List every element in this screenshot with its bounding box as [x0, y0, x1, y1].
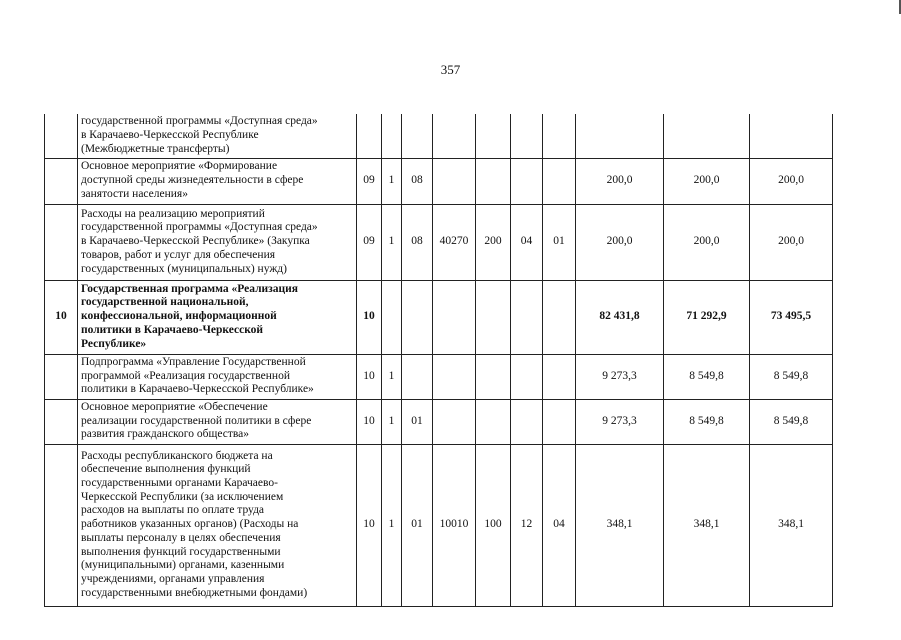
row-number-cell — [45, 444, 78, 606]
amount-year1-cell: 9 273,3 — [576, 354, 664, 399]
direction-code-cell — [433, 280, 476, 354]
direction-code-cell — [433, 399, 476, 444]
subsection-cell — [543, 280, 576, 354]
amount-year3-cell: 200,0 — [750, 204, 833, 280]
amount-year3-cell: 8 549,8 — [750, 354, 833, 399]
subprogram-code-cell: 1 — [382, 444, 402, 606]
description-line: занятости населения» — [81, 187, 188, 200]
description-line: программой «Реализация государственной — [81, 369, 290, 382]
description-line: Республике» — [81, 337, 147, 350]
event-code-cell: 08 — [402, 158, 433, 204]
expense-type-cell — [476, 158, 511, 204]
description-line: Черкесской Республики (за исключением — [81, 490, 284, 503]
description-line: выполнения функций государственными — [81, 545, 281, 558]
subsection-cell — [543, 114, 576, 158]
description-line: развития гражданского общества» — [81, 428, 249, 441]
amount-year1-cell: 200,0 — [576, 204, 664, 280]
description-line: конфессиональной, информационной — [81, 310, 277, 323]
section-cell — [511, 399, 543, 444]
amount-year2-cell: 200,0 — [664, 158, 750, 204]
section-cell: 04 — [511, 204, 543, 280]
subprogram-code-cell: 1 — [382, 158, 402, 204]
table-row — [45, 158, 833, 204]
table-body — [45, 114, 833, 606]
subsection-cell — [543, 158, 576, 204]
event-code-cell — [402, 280, 433, 354]
description-line: государственными органами Карачаево- — [81, 477, 278, 490]
amount-year2-cell: 71 292,9 — [664, 280, 750, 354]
event-code-cell — [402, 354, 433, 399]
section-cell: 12 — [511, 444, 543, 606]
row-number-cell — [45, 158, 78, 204]
program-code-cell: 10 — [357, 354, 382, 399]
description-line: выплаты персоналу в целях обеспечения — [81, 531, 281, 544]
budget-table — [44, 114, 833, 607]
row-number-cell — [45, 204, 78, 280]
amount-year3-cell: 8 549,8 — [750, 399, 833, 444]
subprogram-code-cell: 1 — [382, 204, 402, 280]
description-line: Государственная программа «Реализация — [81, 282, 299, 295]
table-row — [45, 204, 833, 280]
subprogram-code-cell — [382, 280, 402, 354]
amount-year2-cell: 200,0 — [664, 204, 750, 280]
section-cell — [511, 158, 543, 204]
subprogram-code-cell — [382, 114, 402, 158]
program-code-cell: 09 — [357, 204, 382, 280]
section-cell — [511, 114, 543, 158]
description-cell — [78, 399, 357, 444]
description-cell — [78, 204, 357, 280]
description-cell — [78, 114, 357, 158]
table-row — [45, 354, 833, 399]
expense-type-cell — [476, 114, 511, 158]
description-line: государственных (муниципальных) нужд) — [81, 262, 287, 275]
subsection-cell — [543, 354, 576, 399]
description-line: политики в Карачаево-Черкесской — [81, 323, 264, 336]
description-line: государственной программы «Доступная среда» — [81, 115, 318, 128]
description-line: расходов на выплаты по оплате труда — [81, 504, 265, 517]
amount-year2-cell — [664, 114, 750, 158]
subprogram-code-cell: 1 — [382, 399, 402, 444]
description-line: Расходы республиканского бюджета на — [81, 449, 273, 462]
description-line: государственной программы «Доступная среда» — [81, 221, 318, 234]
expense-type-cell: 200 — [476, 204, 511, 280]
row-number-cell — [45, 114, 78, 158]
direction-code-cell — [433, 114, 476, 158]
section-cell — [511, 354, 543, 399]
description-line: доступной среды жизнедеятельности в сфере — [81, 174, 304, 187]
description-line: реализации государственной политики в сфере — [81, 414, 312, 427]
event-code-cell: 08 — [402, 204, 433, 280]
description-line: (муниципальными) органами, казенными — [81, 559, 285, 572]
table-row — [45, 280, 833, 354]
description-line: товаров, работ и услуг для обеспечения — [81, 248, 276, 261]
description-line: в Карачаево-Черкесской Республике — [81, 128, 259, 141]
event-code-cell: 01 — [402, 444, 433, 606]
page-number: 357 — [440, 62, 461, 77]
program-code-cell: 10 — [357, 444, 382, 606]
row-number-cell — [45, 354, 78, 399]
description-cell — [78, 354, 357, 399]
amount-year3-cell: 348,1 — [750, 444, 833, 606]
event-code-cell: 01 — [402, 399, 433, 444]
amount-year1-cell: 9 273,3 — [576, 399, 664, 444]
amount-year3-cell: 200,0 — [750, 158, 833, 204]
amount-year3-cell — [750, 114, 833, 158]
program-code-cell: 09 — [357, 158, 382, 204]
subsection-cell: 04 — [543, 444, 576, 606]
description-line: обеспечение выполнения функций — [81, 463, 251, 476]
description-line: Основное мероприятие «Формирование — [81, 160, 278, 173]
table-row — [45, 399, 833, 444]
description-line: политики в Карачаево-Черкесской Республике» — [81, 383, 314, 396]
table-row — [45, 114, 833, 158]
row-number-cell: 10 — [45, 280, 78, 354]
table-row — [45, 444, 833, 606]
description-cell — [78, 280, 357, 354]
program-code-cell — [357, 114, 382, 158]
amount-year3-cell: 73 495,5 — [750, 280, 833, 354]
description-cell — [78, 444, 357, 606]
program-code-cell: 10 — [357, 280, 382, 354]
event-code-cell — [402, 114, 433, 158]
expense-type-cell — [476, 399, 511, 444]
description-line: учреждениями, органами управления — [81, 572, 265, 585]
direction-code-cell: 10010 — [433, 444, 476, 606]
expense-type-cell — [476, 354, 511, 399]
section-cell — [511, 280, 543, 354]
direction-code-cell: 40270 — [433, 204, 476, 280]
subprogram-code-cell: 1 — [382, 354, 402, 399]
amount-year1-cell: 82 431,8 — [576, 280, 664, 354]
amount-year2-cell: 8 549,8 — [664, 354, 750, 399]
amount-year1-cell — [576, 114, 664, 158]
description-line: Подпрограмма «Управление Государственной — [81, 355, 306, 368]
expense-type-cell — [476, 280, 511, 354]
amount-year2-cell: 8 549,8 — [664, 399, 750, 444]
description-line: в Карачаево-Черкесской Республике» (Закупка — [81, 235, 310, 248]
amount-year2-cell: 348,1 — [664, 444, 750, 606]
description-cell — [78, 158, 357, 204]
amount-year1-cell: 200,0 — [576, 158, 664, 204]
expense-type-cell: 100 — [476, 444, 511, 606]
row-number-cell — [45, 399, 78, 444]
amount-year1-cell: 348,1 — [576, 444, 664, 606]
description-line: Расходы на реализацию мероприятий — [81, 207, 265, 220]
subsection-cell: 01 — [543, 204, 576, 280]
description-line: Основное мероприятие «Обеспечение — [81, 400, 268, 413]
description-line: (Межбюджетные трансферты) — [81, 142, 230, 155]
description-line: государственными внебюджетными фондами) — [81, 586, 308, 599]
direction-code-cell — [433, 158, 476, 204]
program-code-cell: 10 — [357, 399, 382, 444]
description-line: работников указанных органов) (Расходы на — [81, 518, 299, 531]
description-line: государственной национальной, — [81, 296, 249, 309]
direction-code-cell — [433, 354, 476, 399]
subsection-cell — [543, 399, 576, 444]
